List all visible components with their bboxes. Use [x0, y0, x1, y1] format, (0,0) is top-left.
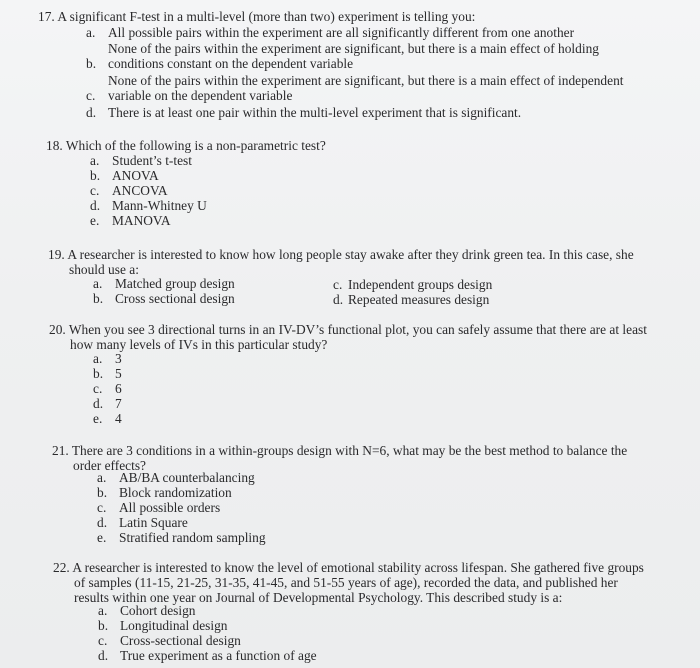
option-letter: d.	[90, 198, 101, 213]
question-text: of samples (11-15, 21-25, 31-35, 41-45, and 51-55 years of age), recorded the data, and published her	[74, 575, 618, 590]
option-letter: e.	[97, 530, 107, 545]
option-text: Block randomization	[119, 485, 232, 500]
option-20b[interactable]	[93, 366, 122, 381]
option-19a[interactable]	[93, 276, 235, 291]
question-number: 17.	[38, 9, 55, 24]
option-19d[interactable]	[333, 292, 489, 307]
option-text: MANOVA	[112, 213, 171, 228]
option-text: ANOVA	[112, 168, 159, 183]
option-text: Longitudinal design	[120, 618, 228, 633]
option-letter: a.	[90, 153, 100, 168]
option-letter: a.	[98, 603, 108, 618]
option-19c[interactable]	[333, 277, 492, 292]
option-letter: e.	[90, 213, 100, 228]
option-text: Latin Square	[119, 515, 188, 530]
option-letter: c.	[333, 277, 343, 292]
option-20c[interactable]	[93, 381, 122, 396]
option-17c[interactable]	[86, 73, 624, 103]
option-letter: c.	[86, 88, 96, 103]
question-text: should use a:	[69, 262, 139, 277]
option-letter: d.	[98, 648, 109, 663]
question-text: order effects?	[73, 458, 146, 473]
option-letter: a.	[86, 25, 96, 40]
option-text: 5	[115, 366, 122, 381]
question-stem	[49, 322, 689, 352]
question-22	[53, 560, 693, 605]
option-letter: e.	[93, 411, 103, 426]
option-text: conditions constant on the dependent variable	[108, 56, 354, 71]
question-text: Which of the following is a non-parametric test?	[65, 138, 326, 153]
question-stem	[46, 138, 686, 153]
option-text: ANCOVA	[112, 183, 168, 198]
question-18	[46, 138, 686, 153]
option-letter: b.	[98, 618, 109, 633]
question-number: 21.	[52, 443, 69, 458]
question-stem	[53, 560, 693, 605]
option-letter: c.	[98, 633, 108, 648]
question-stem	[52, 443, 692, 473]
option-text: Repeated measures design	[348, 292, 490, 307]
option-text: None of the pairs within the experiment are significant, but there is a main effect of holding	[108, 41, 599, 56]
option-text: There is at least one pair within the multi-level experiment that is significant.	[108, 105, 522, 120]
option-22d[interactable]	[98, 648, 317, 663]
option-letter: c.	[97, 500, 107, 515]
option-letter: b.	[90, 168, 101, 183]
question-text: A researcher is interested to know how long people stay awake after they drink green tea. In this case, she	[67, 247, 634, 262]
question-stem	[38, 9, 688, 24]
question-text: There are 3 conditions in a within-groups design with N=6, what may be the best method to balance the	[71, 443, 628, 458]
option-letter: d.	[97, 515, 108, 530]
question-21	[52, 443, 692, 473]
option-letter: c.	[90, 183, 100, 198]
option-18b[interactable]	[90, 168, 159, 183]
option-letter: d.	[86, 105, 97, 120]
question-stem	[48, 247, 688, 277]
question-17	[38, 9, 688, 24]
option-19b[interactable]	[93, 291, 235, 306]
option-20e[interactable]	[93, 411, 122, 426]
option-text: 7	[115, 396, 122, 411]
question-20	[49, 322, 689, 352]
option-text: AB/BA counterbalancing	[119, 470, 255, 485]
option-17d[interactable]	[86, 105, 521, 120]
option-20a[interactable]	[93, 351, 122, 366]
option-text: variable on the dependent variable	[108, 88, 293, 103]
option-text: Cross sectional design	[115, 291, 235, 306]
option-text: None of the pairs within the experiment are significant, but there is a main effect of independent	[108, 73, 624, 88]
option-18e[interactable]	[90, 213, 171, 228]
option-text: Mann-Whitney U	[112, 198, 207, 213]
question-text: When you see 3 directional turns in an IV-DV’s functional plot, you can safely assume that there are at least	[68, 322, 647, 337]
option-letter: a.	[93, 351, 103, 366]
option-21c[interactable]	[97, 500, 220, 515]
question-text: A researcher is interested to know the level of emotional stability across lifespan. She gathered five groups	[72, 560, 644, 575]
question-19	[48, 247, 688, 277]
option-21d[interactable]	[97, 515, 188, 530]
question-text: how many levels of IVs in this particular study?	[70, 337, 328, 352]
option-21b[interactable]	[97, 485, 232, 500]
option-20d[interactable]	[93, 396, 122, 411]
option-21a[interactable]	[97, 470, 255, 485]
question-text: results within one year on Journal of Developmental Psychology. This described study is a:	[74, 590, 563, 605]
option-text: All possible pairs within the experiment are all significantly different from one another	[108, 25, 575, 40]
option-text: Matched group design	[115, 276, 235, 291]
option-letter: b.	[93, 291, 104, 306]
option-letter: a.	[97, 470, 107, 485]
option-17a[interactable]	[86, 25, 574, 40]
option-18d[interactable]	[90, 198, 207, 213]
option-text: 3	[115, 351, 122, 366]
option-18c[interactable]	[90, 183, 168, 198]
question-number: 18.	[46, 138, 63, 153]
option-text: Cross-sectional design	[120, 633, 241, 648]
option-letter: a.	[93, 276, 103, 291]
option-21e[interactable]	[97, 530, 266, 545]
option-letter: d.	[93, 396, 104, 411]
option-letter: d.	[333, 292, 344, 307]
option-letter: b.	[93, 366, 104, 381]
option-text: Independent groups design	[348, 277, 493, 292]
question-number: 22.	[53, 560, 70, 575]
option-22c[interactable]	[98, 633, 241, 648]
question-number: 20.	[49, 322, 66, 337]
option-letter: c.	[93, 381, 103, 396]
option-text: All possible orders	[119, 500, 221, 515]
option-letter: b.	[97, 485, 108, 500]
option-text: Stratified random sampling	[119, 530, 266, 545]
option-text: Cohort design	[120, 603, 196, 618]
option-22b[interactable]	[98, 618, 228, 633]
option-17b[interactable]	[86, 41, 599, 71]
option-text: 6	[115, 381, 122, 396]
option-text: True experiment as a function of age	[120, 648, 317, 663]
option-22a[interactable]	[98, 603, 196, 618]
question-number: 19.	[48, 247, 65, 262]
option-18a[interactable]	[90, 153, 192, 168]
option-text-block	[108, 41, 599, 71]
question-text: A significant F-test in a multi-level (more than two) experiment is telling you:	[57, 9, 476, 24]
option-text-block	[108, 73, 624, 103]
option-text: Student’s t-test	[112, 153, 192, 168]
option-text: 4	[115, 411, 122, 426]
option-letter: b.	[86, 56, 97, 71]
